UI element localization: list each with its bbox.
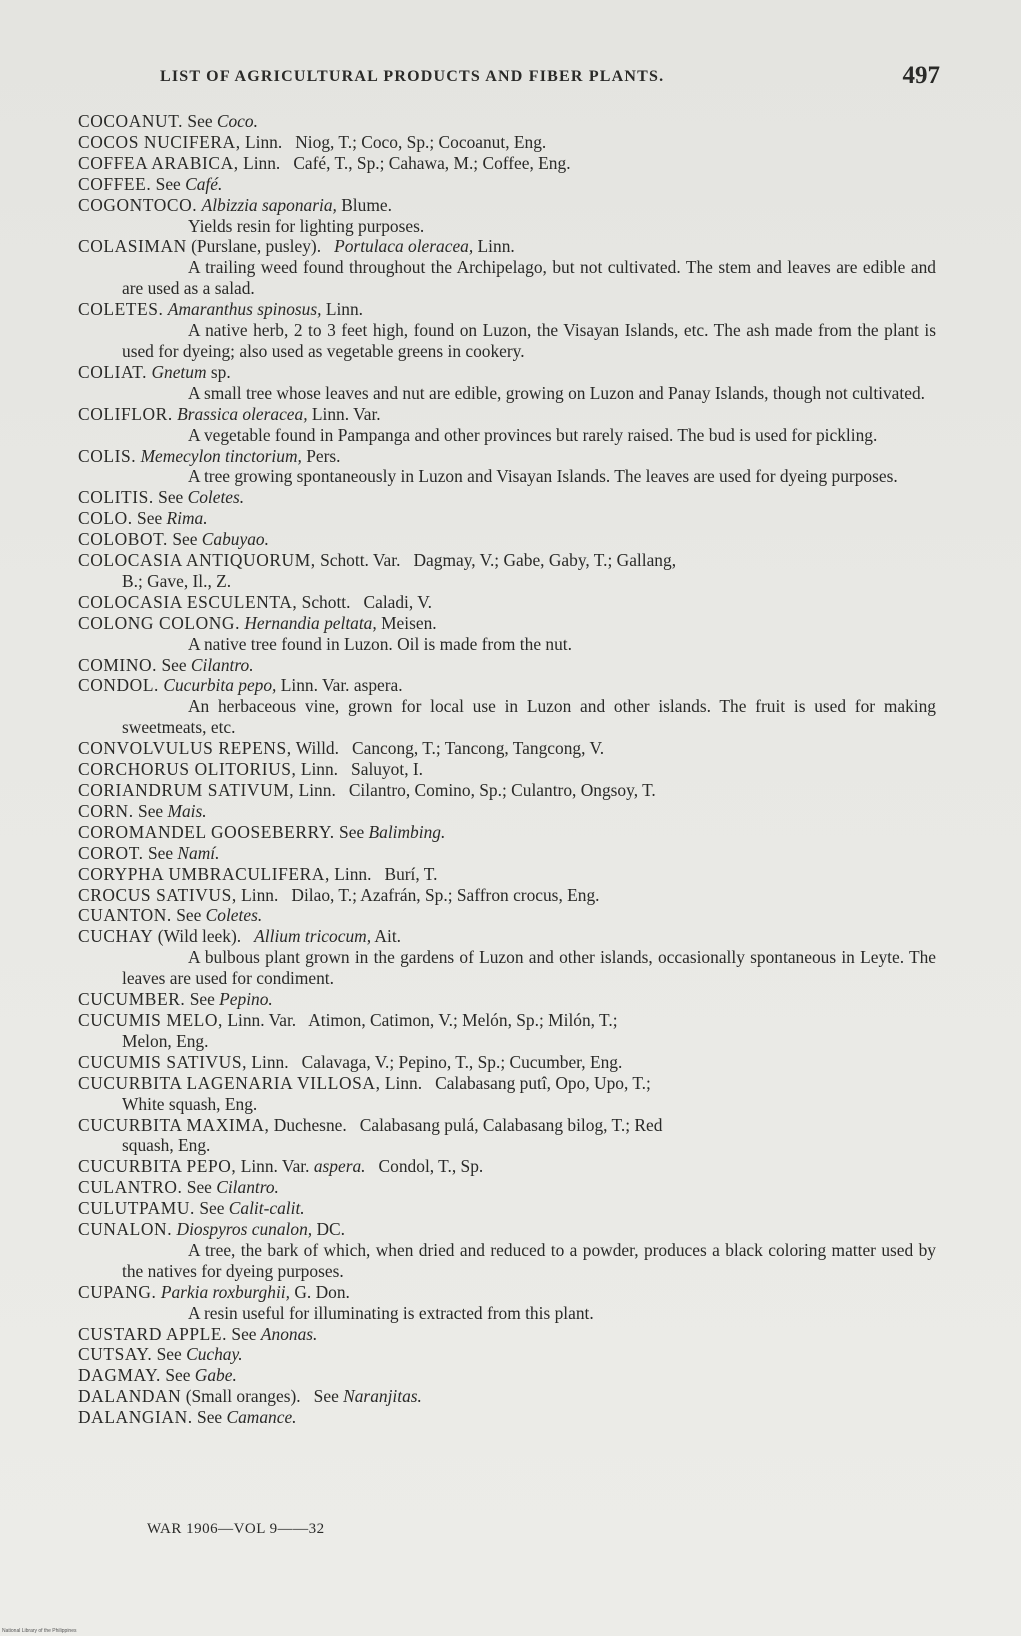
entry-detail: See (194, 1198, 229, 1219)
entry-text (78, 759, 936, 780)
entry-detail: Linn. Saluyot, I. (296, 759, 424, 780)
entry-line (78, 801, 936, 822)
entry-headword: CUTSAY. (78, 1344, 153, 1365)
entry-line (78, 885, 936, 906)
entry-headword: COROMANDEL GOOSEBERRY. (78, 821, 335, 842)
entry-text (78, 1282, 936, 1303)
entry-headword: COROT. (78, 842, 144, 863)
entry-text (78, 174, 936, 195)
entry-headword: CONDOL. (78, 675, 160, 696)
entry-text (78, 1156, 936, 1177)
entry-headword: CULUTPAMU. (78, 1198, 195, 1219)
entry-text (78, 885, 936, 906)
entry-description: A trailing weed found throughout the Archipelago, but not cultivated. The stem and leaves are edible and are used as a salad. (122, 257, 936, 299)
entry-text (78, 1052, 936, 1073)
entry-headword: CUANTON. (78, 905, 172, 926)
entry-line (78, 989, 936, 1010)
entry-text (78, 801, 936, 822)
entry-line (78, 1365, 936, 1386)
entry-detail: Linn. Calavaga, V.; Pepino, T., Sp.; Cucumber, Eng. (247, 1051, 623, 1072)
entry-line (78, 404, 936, 425)
entry-line (78, 843, 936, 864)
entry-headword: CUCURBITA MAXIMA, (78, 1114, 270, 1135)
entry-line (78, 1052, 936, 1073)
entry-headword: COLIAT. (78, 361, 148, 382)
entry-headword: COMINO. (78, 654, 158, 675)
entry-headword: DALANDAN (78, 1386, 182, 1407)
entry-detail: See (182, 1177, 217, 1198)
entry-detail: Linn. Niog, T.; Coco, Sp.; Cocoanut, Eng. (240, 131, 547, 152)
entry-text (78, 738, 936, 759)
entry-headword: COGONTOCO. (78, 194, 198, 215)
entry-authority: sp. (206, 361, 231, 382)
entry-headword: CUCUMBER. (78, 989, 186, 1010)
entry-text (78, 1115, 936, 1136)
entry-text (78, 1198, 936, 1219)
entry-detail: See (171, 905, 206, 926)
entry-description: A tree growing spontaneously in Luzon and Visayan Islands. The leaves are used for dyeing purposes. (188, 466, 898, 487)
entry-headword: CORCHORUS OLITORIUS, (78, 759, 297, 780)
entry-scientific-name: Parkia roxburghii, (160, 1281, 290, 1302)
entry-line (78, 1386, 936, 1407)
entry-scientific-name: Mais. (167, 800, 207, 821)
entry-text (78, 1386, 936, 1407)
entry-detail: See (227, 1323, 261, 1344)
entry-description: A tree, the bark of which, when dried and reduced to a powder, produces a black coloring matter used by the natives for dyeing purposes. (122, 1239, 936, 1281)
entry-line (78, 1010, 936, 1052)
entry-headword: CUSTARD APPLE. (78, 1323, 228, 1344)
entry-line (78, 655, 936, 676)
entry-line (78, 111, 936, 132)
entry-detail: (Small oranges). See (181, 1386, 344, 1407)
entry-detail: Linn. Café, T., Sp.; Cahawa, M.; Coffee, Eng. (238, 152, 571, 173)
entry-scientific-name: Allium tricocum, (254, 926, 372, 947)
entry-description: A bulbous plant grown in the gardens of Luzon and other islands, occasionally spontaneous in Leyte. The leaves are used for condiment. (122, 947, 936, 989)
entry-line (78, 1282, 936, 1303)
entry-line (78, 1324, 936, 1345)
entry-scientific-name: Calit-calit. (228, 1198, 305, 1219)
entry-line (78, 1198, 936, 1219)
entry-scientific-name: Gabe. (194, 1365, 237, 1386)
entry-detail: Schott. Var. Dagmay, V.; Gabe, Gaby, T.; Gallang, (315, 550, 677, 571)
entry-text (78, 132, 936, 153)
entry-line (78, 487, 936, 508)
entry-text (78, 613, 936, 634)
entry-detail: See (143, 842, 178, 863)
entry-scientific-name: Cilantro. (216, 1177, 279, 1198)
entry-text (78, 822, 936, 843)
entry-scientific-name: Diospyros cunalon, (176, 1219, 313, 1240)
entry-authority: Meisen. (376, 612, 437, 633)
entry-scientific-name: Anonas. (260, 1323, 318, 1344)
entry-line (78, 780, 936, 801)
entry-authority: Blume. (336, 194, 392, 215)
entry-continuation: Melon, Eng. (122, 1030, 209, 1051)
entry-scientific-name: Coletes. (187, 487, 245, 508)
entry-authority: Pers. (301, 445, 341, 466)
entry-text (78, 195, 936, 216)
entry-description: A native herb, 2 to 3 feet high, found on Luzon, the Visayan Islands, etc. The ash made from the plant is used for dyeing; also used as vegetable greens in cookery. (122, 320, 936, 361)
entry-headword: COLITIS. (78, 487, 154, 508)
entry-scientific-name: aspera. (313, 1156, 366, 1177)
entry-headword: COLOBOT. (78, 529, 168, 550)
entry-scientific-name: Hernandia peltata, (244, 612, 377, 633)
entry-detail: Linn. Burí, T. (329, 863, 438, 884)
entry-line (78, 864, 936, 885)
entry-scientific-name: Amaranthus spinosus, (167, 299, 322, 320)
entry-scientific-name: Cabuyao. (201, 529, 269, 550)
entry-headword: DAGMAY. (78, 1365, 161, 1386)
entry-detail: Linn. Dilao, T.; Azafrán, Sp.; Saffron crocus, Eng. (236, 884, 600, 905)
entry-text (78, 550, 936, 571)
entry-scientific-name: Memecylon tinctorium, (140, 445, 302, 466)
entry-line (78, 362, 936, 383)
entry-detail: Linn. Var. (236, 1156, 314, 1177)
entry-detail: See (152, 1344, 187, 1365)
entry-line (78, 1344, 936, 1365)
entry-authority: Linn. Var. (307, 403, 381, 424)
entry-line (78, 446, 936, 467)
entry-text (78, 926, 936, 947)
entry-line (78, 1115, 936, 1157)
entry-line (78, 236, 936, 257)
entry-line (78, 1073, 936, 1115)
entry-detail: Linn. Cilantro, Comino, Sp.; Culantro, Ongsoy, T. (294, 780, 656, 800)
entry-detail: Linn. Calabasang putî, Opo, Upo, T.; (380, 1072, 651, 1093)
entry-headword: CUNALON. (78, 1219, 173, 1240)
entry-line (78, 592, 936, 613)
entry-text (78, 446, 936, 467)
entry-headword: CUCHAY (78, 926, 154, 947)
entry-authority: G. Don. (289, 1281, 350, 1302)
entry-description: A vegetable found in Pampanga and other provinces but rarely raised. The bud is used for pickling. (188, 424, 878, 445)
entry-continuation: squash, Eng. (122, 1135, 211, 1156)
entry-headword: COFFEE. (78, 173, 152, 194)
entry-headword: COLOCASIA ANTIQUORUM, (78, 550, 316, 571)
entry-scientific-name: Rima. (166, 508, 208, 529)
entry-scientific-name: Albizzia saponaria, (201, 194, 337, 215)
entry-detail: Willd. Cancong, T.; Tancong, Tangcong, V. (291, 738, 605, 759)
entry-headword: CUCURBITA PEPO, (78, 1156, 237, 1177)
entry-detail: (Wild leek). (153, 926, 255, 947)
entry-detail: See (185, 989, 220, 1010)
entry-scientific-name: Coletes. (205, 905, 263, 926)
entry-authority: Ait. (371, 926, 402, 947)
entry-headword: COLOCASIA ESCULENTA, (78, 591, 298, 612)
entry-continuation: White squash, Eng. (122, 1093, 258, 1114)
entry-scientific-name: Coco. (216, 111, 258, 131)
page-header (160, 62, 940, 92)
entry-headword: CONVOLVULUS REPENS, (78, 738, 292, 759)
entry-detail: Schott. Caladi, V. (297, 591, 432, 612)
entry-text (78, 1010, 936, 1031)
entry-text (78, 111, 936, 132)
entry-headword: COCOANUT. (78, 111, 184, 131)
entry-detail: See (334, 821, 369, 842)
entry-authority: Linn. (473, 236, 515, 257)
entry-scientific-name: Pepino. (219, 989, 273, 1010)
entry-headword: COLIS. (78, 445, 137, 466)
entry-scientific-name: Namí. (177, 842, 220, 863)
entry-description: A small tree whose leaves and nut are edible, growing on Luzon and Panay Islands, though not cultivated. (188, 382, 925, 403)
entry-line (78, 195, 936, 216)
entry-scientific-name: Brassica oleracea, (177, 403, 308, 424)
entry-line (78, 759, 936, 780)
entry-headword: COLONG COLONG. (78, 612, 241, 633)
entry-headword: COLASIMAN (78, 236, 187, 257)
entry-line (78, 508, 936, 529)
entry-headword: COFFEA ARABICA, (78, 152, 239, 173)
entry-line (78, 822, 936, 843)
entry-detail: See (183, 111, 217, 131)
entry-text (78, 1324, 936, 1345)
entry-description: Yields resin for lighting purposes. (188, 215, 425, 236)
entry-headword: CULANTRO. (78, 1177, 183, 1198)
entry-scientific-name: Cuchay. (186, 1344, 243, 1365)
entry-scientific-name: Café. (185, 173, 223, 194)
entry-text (78, 362, 936, 383)
entry-line (78, 1156, 936, 1177)
entry-headword: CUPANG. (78, 1281, 157, 1302)
entry-detail: See (133, 800, 168, 821)
entry-detail: See (160, 1365, 195, 1386)
entry-description: A resin useful for illuminating is extracted from this plant. (188, 1302, 594, 1323)
entry-headword: CORN. (78, 800, 134, 821)
entry-headword: COLIFLOR. (78, 403, 173, 424)
entry-text (78, 299, 936, 320)
entry-text (78, 404, 936, 425)
entry-line (78, 613, 936, 634)
entry-text (78, 1219, 936, 1240)
entry-text (78, 236, 936, 257)
entry-authority: Condol, T., Sp. (365, 1156, 484, 1177)
entry-description: A native tree found in Luzon. Oil is made from the nut. (188, 633, 572, 654)
entry-text (78, 780, 936, 801)
entry-detail: (Purslane, pusley). (186, 236, 335, 257)
entry-headword: CUCUMIS MELO, (78, 1009, 224, 1030)
entry-text (78, 1073, 936, 1094)
entry-detail: See (132, 508, 167, 529)
entry-headword: CUCUMIS SATIVUS, (78, 1051, 248, 1072)
entry-scientific-name: Cucurbita pepo, (163, 675, 277, 696)
entry-detail: See (157, 654, 191, 675)
entry-text (78, 655, 936, 676)
entry-scientific-name: Gnetum (151, 361, 207, 382)
entry-line (78, 1219, 936, 1240)
entry-authority: Linn. (321, 299, 364, 320)
entry-text (78, 508, 936, 529)
entry-scientific-name: Camance. (226, 1407, 297, 1428)
entry-text (78, 529, 936, 550)
page-number: 497 (902, 62, 940, 89)
entry-line (78, 153, 936, 174)
entry-line (78, 1407, 936, 1428)
entry-line (78, 1177, 936, 1198)
entry-text (78, 153, 936, 174)
entry-line (78, 299, 936, 320)
scan-credit: National Library of the Philippines (2, 1628, 77, 1634)
entry-continuation: B.; Gave, Il., Z. (122, 570, 232, 591)
entry-text (78, 675, 936, 696)
entry-authority: Linn. Var. aspera. (276, 675, 403, 696)
entry-detail: Duchesne. Calabasang pulá, Calabasang bilog, T.; Red (269, 1114, 663, 1135)
entry-detail: See (167, 529, 202, 550)
entry-detail: Linn. Var. Atimon, Catimon, V.; Melón, Sp.; Milón, T.; (223, 1009, 618, 1030)
entry-text (78, 864, 936, 885)
entry-line (78, 738, 936, 759)
entry-text (78, 487, 936, 508)
entry-description: An herbaceous vine, grown for local use in Luzon and other islands. The fruit is used for making sweetmeats, etc. (122, 696, 936, 738)
entry-headword: CORYPHA UMBRACULIFERA, (78, 863, 330, 884)
entry-line (78, 132, 936, 153)
entry-scientific-name: Balimbing. (368, 821, 446, 842)
entry-headword: CROCUS SATIVUS, (78, 884, 237, 905)
entry-line (78, 550, 936, 592)
footer-signature: WAR 1906—VOL 9——32 (147, 1521, 325, 1537)
page-footer (147, 1521, 325, 1538)
entry-scientific-name: Cilantro. (190, 654, 254, 675)
entry-headword: DALANGIAN. (78, 1407, 193, 1428)
running-title: LIST OF AGRICULTURAL PRODUCTS AND FIBER PLANTS. (160, 68, 665, 85)
entry-headword: CORIANDRUM SATIVUM, (78, 780, 295, 800)
entry-detail: See (192, 1407, 227, 1428)
entry-scientific-name: Naranjitas. (343, 1386, 422, 1407)
entry-detail: See (153, 487, 188, 508)
entry-headword: COLO. (78, 508, 133, 529)
entry-text (78, 843, 936, 864)
entry-list (78, 111, 936, 1428)
entry-text (78, 1177, 936, 1198)
entry-text (78, 592, 936, 613)
entry-line (78, 905, 936, 926)
entry-line (78, 926, 936, 947)
entry-text (78, 1344, 936, 1365)
entry-text (78, 905, 936, 926)
entry-headword: CUCURBITA LAGENARIA VILLOSA, (78, 1072, 381, 1093)
entry-headword: COCOS NUCIFERA, (78, 131, 241, 152)
entry-scientific-name: Portulaca oleracea, (334, 236, 474, 257)
entry-text (78, 989, 936, 1010)
entry-text (78, 1407, 936, 1428)
entry-line (78, 174, 936, 195)
entry-line (78, 675, 936, 696)
entry-headword: COLETES. (78, 299, 164, 320)
entry-detail: See (151, 173, 186, 194)
entry-text (78, 1365, 936, 1386)
entry-authority: DC. (312, 1219, 345, 1240)
entry-line (78, 529, 936, 550)
